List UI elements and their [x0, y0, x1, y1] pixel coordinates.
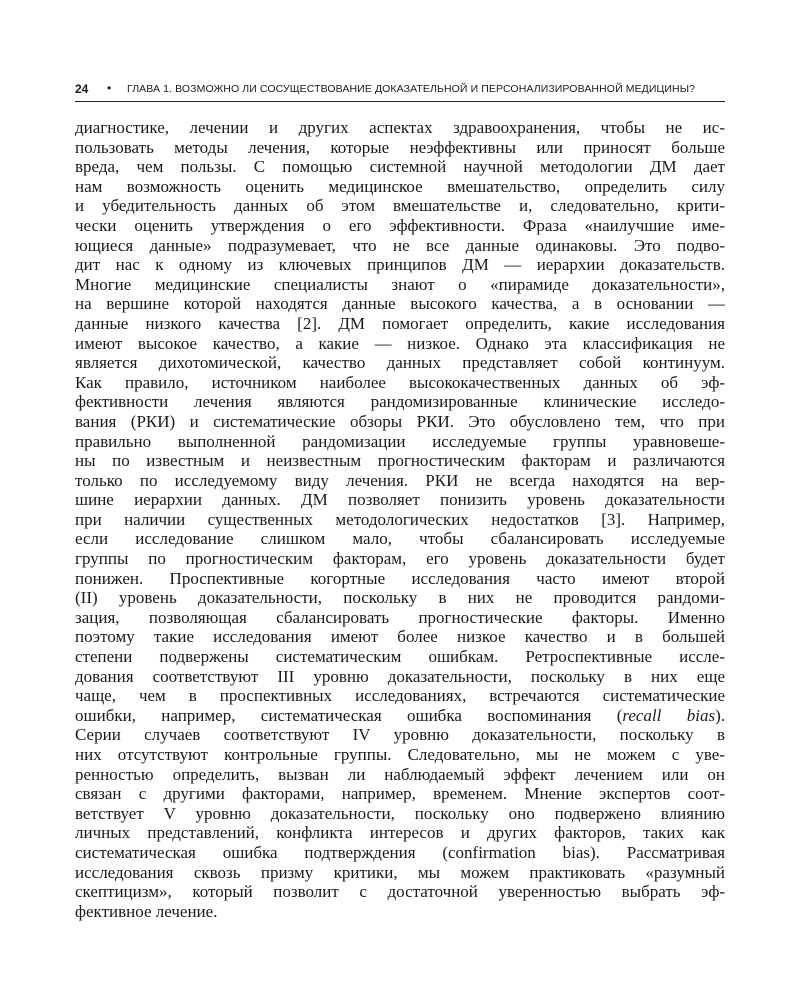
bullet-separator: • [107, 81, 112, 95]
text-line: если исследование слишком мало, чтобы сбалансировать исследуемые [75, 529, 725, 549]
text-line: диагностике, лечении и других аспектах здравоохранения, чтобы не ис- [75, 118, 725, 137]
text-line: группы по прогностическим факторам, его уровень доказательности будет [75, 549, 725, 569]
text-line: понижен. Проспективные когортные исследования часто имеют второй [75, 568, 725, 588]
text-line: Многие медицинские специалисты знают о «пирамиде доказательности», [75, 274, 725, 294]
text-line: и убедительность данных об этом вмешательстве и, следовательно, крити- [75, 196, 725, 216]
text-line: является дихотомической, качество данных представляет собой континуум. [75, 353, 725, 373]
text-segment: ). [715, 705, 725, 725]
text-line: Серии случаев соответствуют IV уровню доказательности, поскольку в [75, 725, 725, 745]
page-number: 24 [75, 82, 89, 96]
text-line: правильно выполненной рандомизации исследуемые группы уравновеше- [75, 431, 725, 451]
text-line: фективности лечения являются рандомизированные клинические исследо- [75, 392, 725, 412]
text-line: имеют высокое качество, а какие — низкое. Однако эта классификация не [75, 333, 725, 353]
text-line: ющиеся данные» подразумевает, что не все данные одинаковы. Это подво- [75, 235, 725, 255]
text-line: личных представлений, конфликта интересов и других факторов, таких как [75, 823, 725, 843]
text-line: только по исследуемому виду лечения. РКИ не всегда находятся на вер- [75, 470, 725, 490]
text-line: исследования сквозь призму критики, мы можем практиковать «разумный [75, 862, 725, 882]
text-line: нам возможность оценить медицинское вмешательство, определить силу [75, 176, 725, 196]
header-rule [75, 101, 725, 102]
text-line: данные низкого качества [2]. ДМ помогает определить, какие исследования [75, 313, 725, 333]
text-line: чаще, чем в проспективных исследованиях, встречаются систематические [75, 686, 725, 706]
text-line: чески оценить утверждения о его эффективности. Фраза «наилучшие име- [75, 215, 725, 235]
text-line: Как правило, источником наиболее высококачественных данных об эф- [75, 372, 725, 392]
text-segment: ошибки, например, систематическая ошибка воспоминания ( [75, 705, 623, 725]
text-line: скептицизм», который позволит с достаточной уверенностью выбрать эф- [75, 882, 725, 902]
body-paragraph [75, 118, 725, 921]
text-line: шине иерархии данных. ДМ позволяет понизить уровень доказательности [75, 490, 725, 510]
text-line: пользовать методы лечения, которые неэффективны или приносят больше [75, 137, 725, 157]
text-line: связан с другими факторами, например, временем. Мнение экспертов соот- [75, 784, 725, 804]
running-header [75, 82, 725, 100]
text-line: при наличии существенных методологических недостатков [3]. Например, [75, 509, 725, 529]
text-line: ны по известным и неизвестным прогностическим факторам и различаются [75, 451, 725, 471]
text-line-last: фективное лечение. [75, 901, 218, 921]
text-line: зация, позволяющая сбалансировать прогностические факторы. Именно [75, 607, 725, 627]
text-line: них отсутствуют контрольные группы. Следовательно, мы не можем с уве- [75, 745, 725, 764]
text-line: на вершине которой находятся данные высокого качества, а в основании — [75, 294, 725, 314]
text-line: вания (РКИ) и систематические обзоры РКИ. Это обусловлено тем, что при [75, 411, 725, 431]
text-line: степени подвержены систематическим ошибкам. Ретроспективные иссле- [75, 647, 725, 667]
recall-bias-term: recall bias [622, 705, 716, 725]
text-line: систематическая ошибка подтверждения (confirmation bias). Рассматривая [75, 842, 725, 862]
text-line: поэтому такие исследования имеют более низкое качество и в большей [75, 627, 725, 647]
text-line: ветствует V уровню доказательности, поскольку оно подвержено влиянию [75, 803, 725, 823]
text-line: вреда, чем пользы. С помощью системной научной методологии ДМ дает [75, 157, 725, 177]
text-line: дования соответствуют III уровню доказательности, поскольку в них еще [75, 666, 725, 686]
text-line: (II) уровень доказательности, поскольку в них не проводится рандоми- [75, 588, 725, 608]
text-line: дит нас к одному из ключевых принципов ДМ — иерархии доказательств. [75, 255, 725, 275]
text-line: ренностью определить, вызван ли наблюдаемый эффект лечением или он [75, 764, 725, 784]
chapter-title: ГЛАВА 1. ВОЗМОЖНО ЛИ СОСУЩЕСТВОВАНИЕ ДОКАЗАТЕЛЬНОЙ И ПЕРСОНАЛИЗИРОВАННОЙ МЕДИЦИНЫ? [127, 83, 696, 95]
text-line-recall-bias [75, 706, 725, 726]
